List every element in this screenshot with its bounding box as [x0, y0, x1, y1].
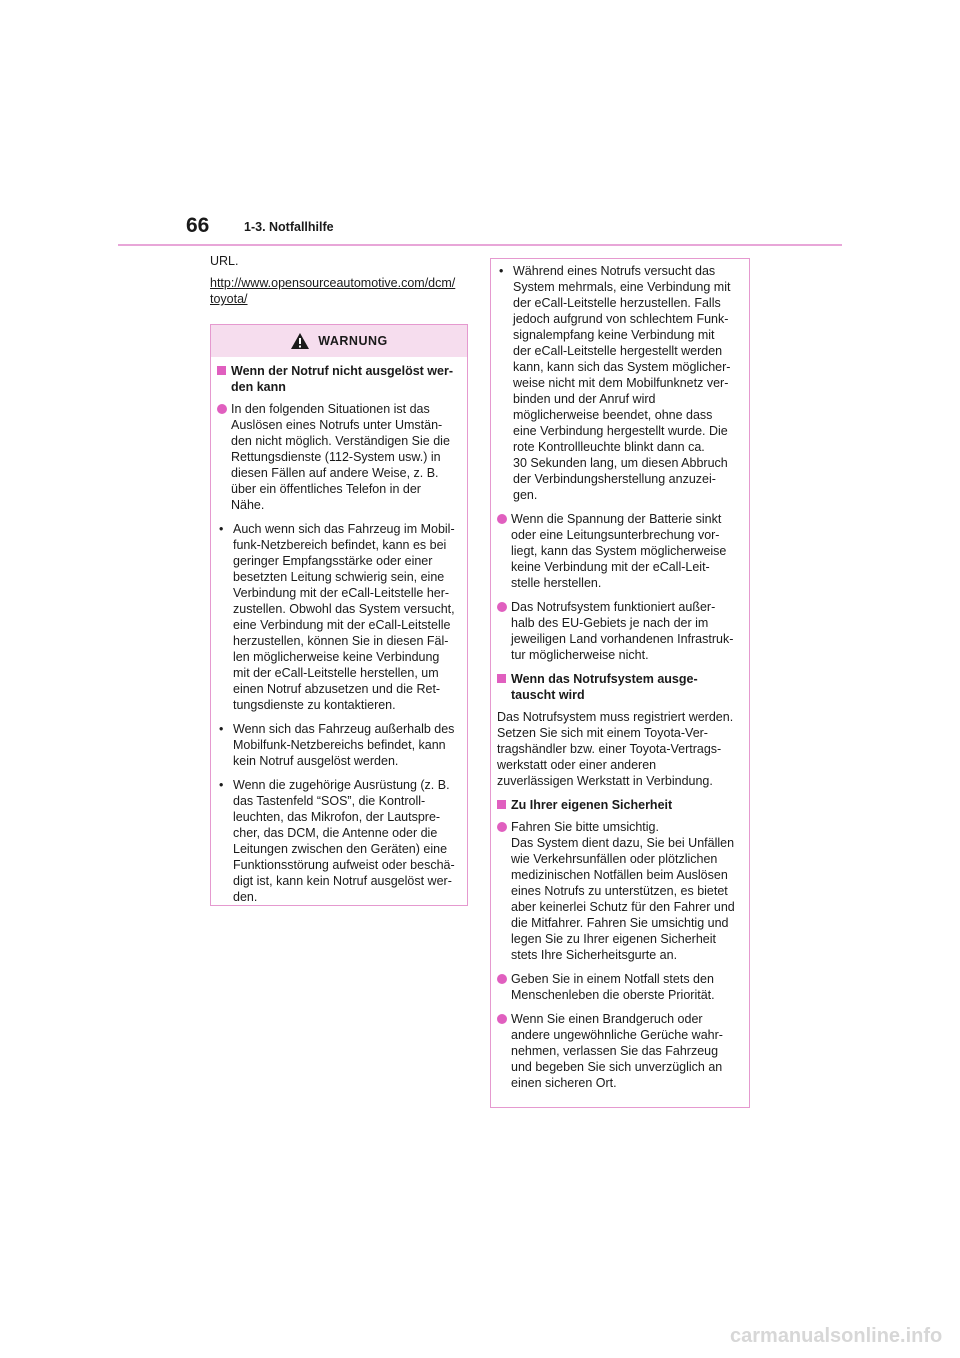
url-label: URL. — [210, 254, 239, 268]
circle-bullet-icon — [497, 1014, 507, 1024]
circle-bullet-icon — [497, 974, 507, 984]
heading-system-replaced: Wenn das Notrufsystem ausge- tauscht wird — [511, 672, 698, 702]
circle-bullet-icon — [217, 404, 227, 414]
warning-bullet-item — [217, 521, 457, 713]
right-circle-item — [497, 971, 739, 1003]
circle-bullet-icon — [497, 602, 507, 612]
right-circle-1: Wenn die Spannung der Batterie sinkt oder eine Leitungsunterbrechung vor- liegt, kann das System möglicherweise keine Verbindung mit der eCall-Leit- stelle herstellen. — [511, 512, 727, 590]
warning-bullet-2: Wenn sich das Fahrzeug außerhalb des Mobilfunk-Netzbereichs befindet, kann kein Notruf ausgelöst werden. — [233, 722, 455, 768]
right-circle-2: Das Notrufsystem funktioniert außer- halb des EU-Gebiets je nach der im jeweiligen Land vorhandenen Infrastruk- tur möglicherweise nicht. — [511, 600, 734, 662]
url-link-line2: toyota/ — [210, 292, 248, 306]
right-bullet-first: Während eines Notrufs versucht das System mehrmals, eine Verbindung mit der eCall-Leitstelle herzustellen. Falls jedoch aufgrund von schlechtem Funk- signalempfang keine Verbindung mit der eCall-Leitstelle hergestellt werden kann, kann sich das System möglicher- weise nicht mit dem Mobilfunknetz ver- binden und der Anruf wird möglicherweise beendet, ohne dass eine Verbindung hergestellt wurde. Die rote Kontrollleuchte blinkt dann ca. 30 Sekunden lang, um diesen Abbruch der Verbindungsherstellung anzuzei- gen. — [513, 264, 731, 502]
watermark: carmanualsonline.info — [730, 1325, 943, 1347]
paragraph-system-replaced: Das Notrufsystem muss registriert werden. Setzen Sie sich mit einem Toyota-Ver- tragshändler bzw. einer Toyota-Vertrags- werkstatt oder einer anderen zuverlässigen Werkstatt in Verbindung. — [497, 710, 734, 788]
warning-triangle-icon — [290, 332, 310, 350]
heading-own-safety: Zu Ihrer eigenen Sicherheit — [511, 798, 673, 812]
right-heading-item — [497, 671, 739, 703]
warning-heading: Wenn der Notruf nicht ausgelöst wer- den kann — [231, 364, 454, 394]
warning-intro-item — [217, 401, 457, 513]
right-circle-item — [497, 819, 739, 963]
url-link-line1: http://www.opensourceautomotive.com/dcm/ — [210, 276, 456, 290]
right-bullet-item — [497, 263, 739, 503]
warning-bullet-1: Auch wenn sich das Fahrzeug im Mobil- funk-Netzbereich befindet, kann es bei geringer Empfangsstärke oder einer besetzten Leitung schwierig sein, eine Verbindung mit der eCall-Leitstelle her- zustellen. Obwohl das System versucht, eine Verbindung mit der eCall-Leitstelle herzustellen, können Sie in diesen Fäl- len möglicherweise keine Verbindung mit der eCall-Leitstelle herstellen, um einen Notruf abzusetzen und die Ret- tungsdienste zu kontaktieren. — [233, 522, 455, 712]
section-title: 1-3. Notfallhilfe — [244, 220, 334, 234]
warning-body — [211, 357, 467, 921]
left-column-intro — [210, 253, 470, 307]
right-circle-item — [497, 1011, 739, 1091]
circle-bullet-icon — [497, 822, 507, 832]
url-link[interactable] — [210, 275, 470, 307]
bullet-dot-icon: • — [499, 264, 504, 278]
right-box-body — [491, 259, 749, 1107]
right-circle-5: Wenn Sie einen Brandgeruch oder andere ungewöhnliche Gerüche wahr- nehmen, verlassen Sie das Fahrzeug und begeben Sie sich unverzüglich an einen sicheren Ort. — [511, 1012, 723, 1090]
bullet-dot-icon: • — [219, 522, 224, 536]
warning-heading-item — [217, 363, 457, 395]
square-bullet-icon — [217, 366, 226, 375]
right-circle-item — [497, 511, 739, 591]
warning-header — [211, 325, 467, 357]
warning-title: WARNUNG — [318, 334, 388, 348]
right-heading-item — [497, 797, 739, 813]
circle-bullet-icon — [497, 514, 507, 524]
bullet-dot-icon: • — [219, 722, 224, 736]
warning-bullet-3: Wenn die zugehörige Ausrüstung (z. B. das Tastenfeld “SOS”, die Kontroll- leuchten, das Mikrofon, der Lautspre- cher, das DCM, die Antenne oder die Leitungen zwischen den Geräten) eine Funktionsstörung aufweist oder beschä- digt ist, kann kein Notruf ausgelöst wer- den. — [233, 778, 455, 904]
page-number: 66 — [186, 214, 210, 237]
square-bullet-icon — [497, 800, 506, 809]
warning-bullet-item — [217, 721, 457, 769]
warning-bullet-item — [217, 777, 457, 905]
right-warning-box — [490, 258, 750, 1108]
right-circle-3: Fahren Sie bitte umsichtig. Das System dient dazu, Sie bei Unfällen wie Verkehrsunfällen oder plötzlichen medizinischen Notfällen beim Auslösen eines Notrufs zu unterstützen, es bietet aber keinerlei Schutz für den Fahrer und die Mitfahrer. Fahren Sie umsichtig und legen Sie zu Ihrer eigenen Sicherheit stets Ihre Sicherheitsgurte an. — [511, 820, 735, 962]
bullet-dot-icon: • — [219, 778, 224, 792]
header-rule — [118, 244, 842, 246]
right-circle-4: Geben Sie in einem Notfall stets den Menschenleben die oberste Priorität. — [511, 972, 715, 1002]
warning-intro: In den folgenden Situationen ist das Auslösen eines Notrufs unter Umstän- den nicht möglich. Verständigen Sie die Rettungsdienste (112-System usw.) in diesen Fällen auf andere Weise, z. B. über ein öffentliches Telefon in der Nähe. — [231, 402, 450, 512]
square-bullet-icon — [497, 674, 506, 683]
right-circle-item — [497, 599, 739, 663]
warning-box — [210, 324, 468, 906]
